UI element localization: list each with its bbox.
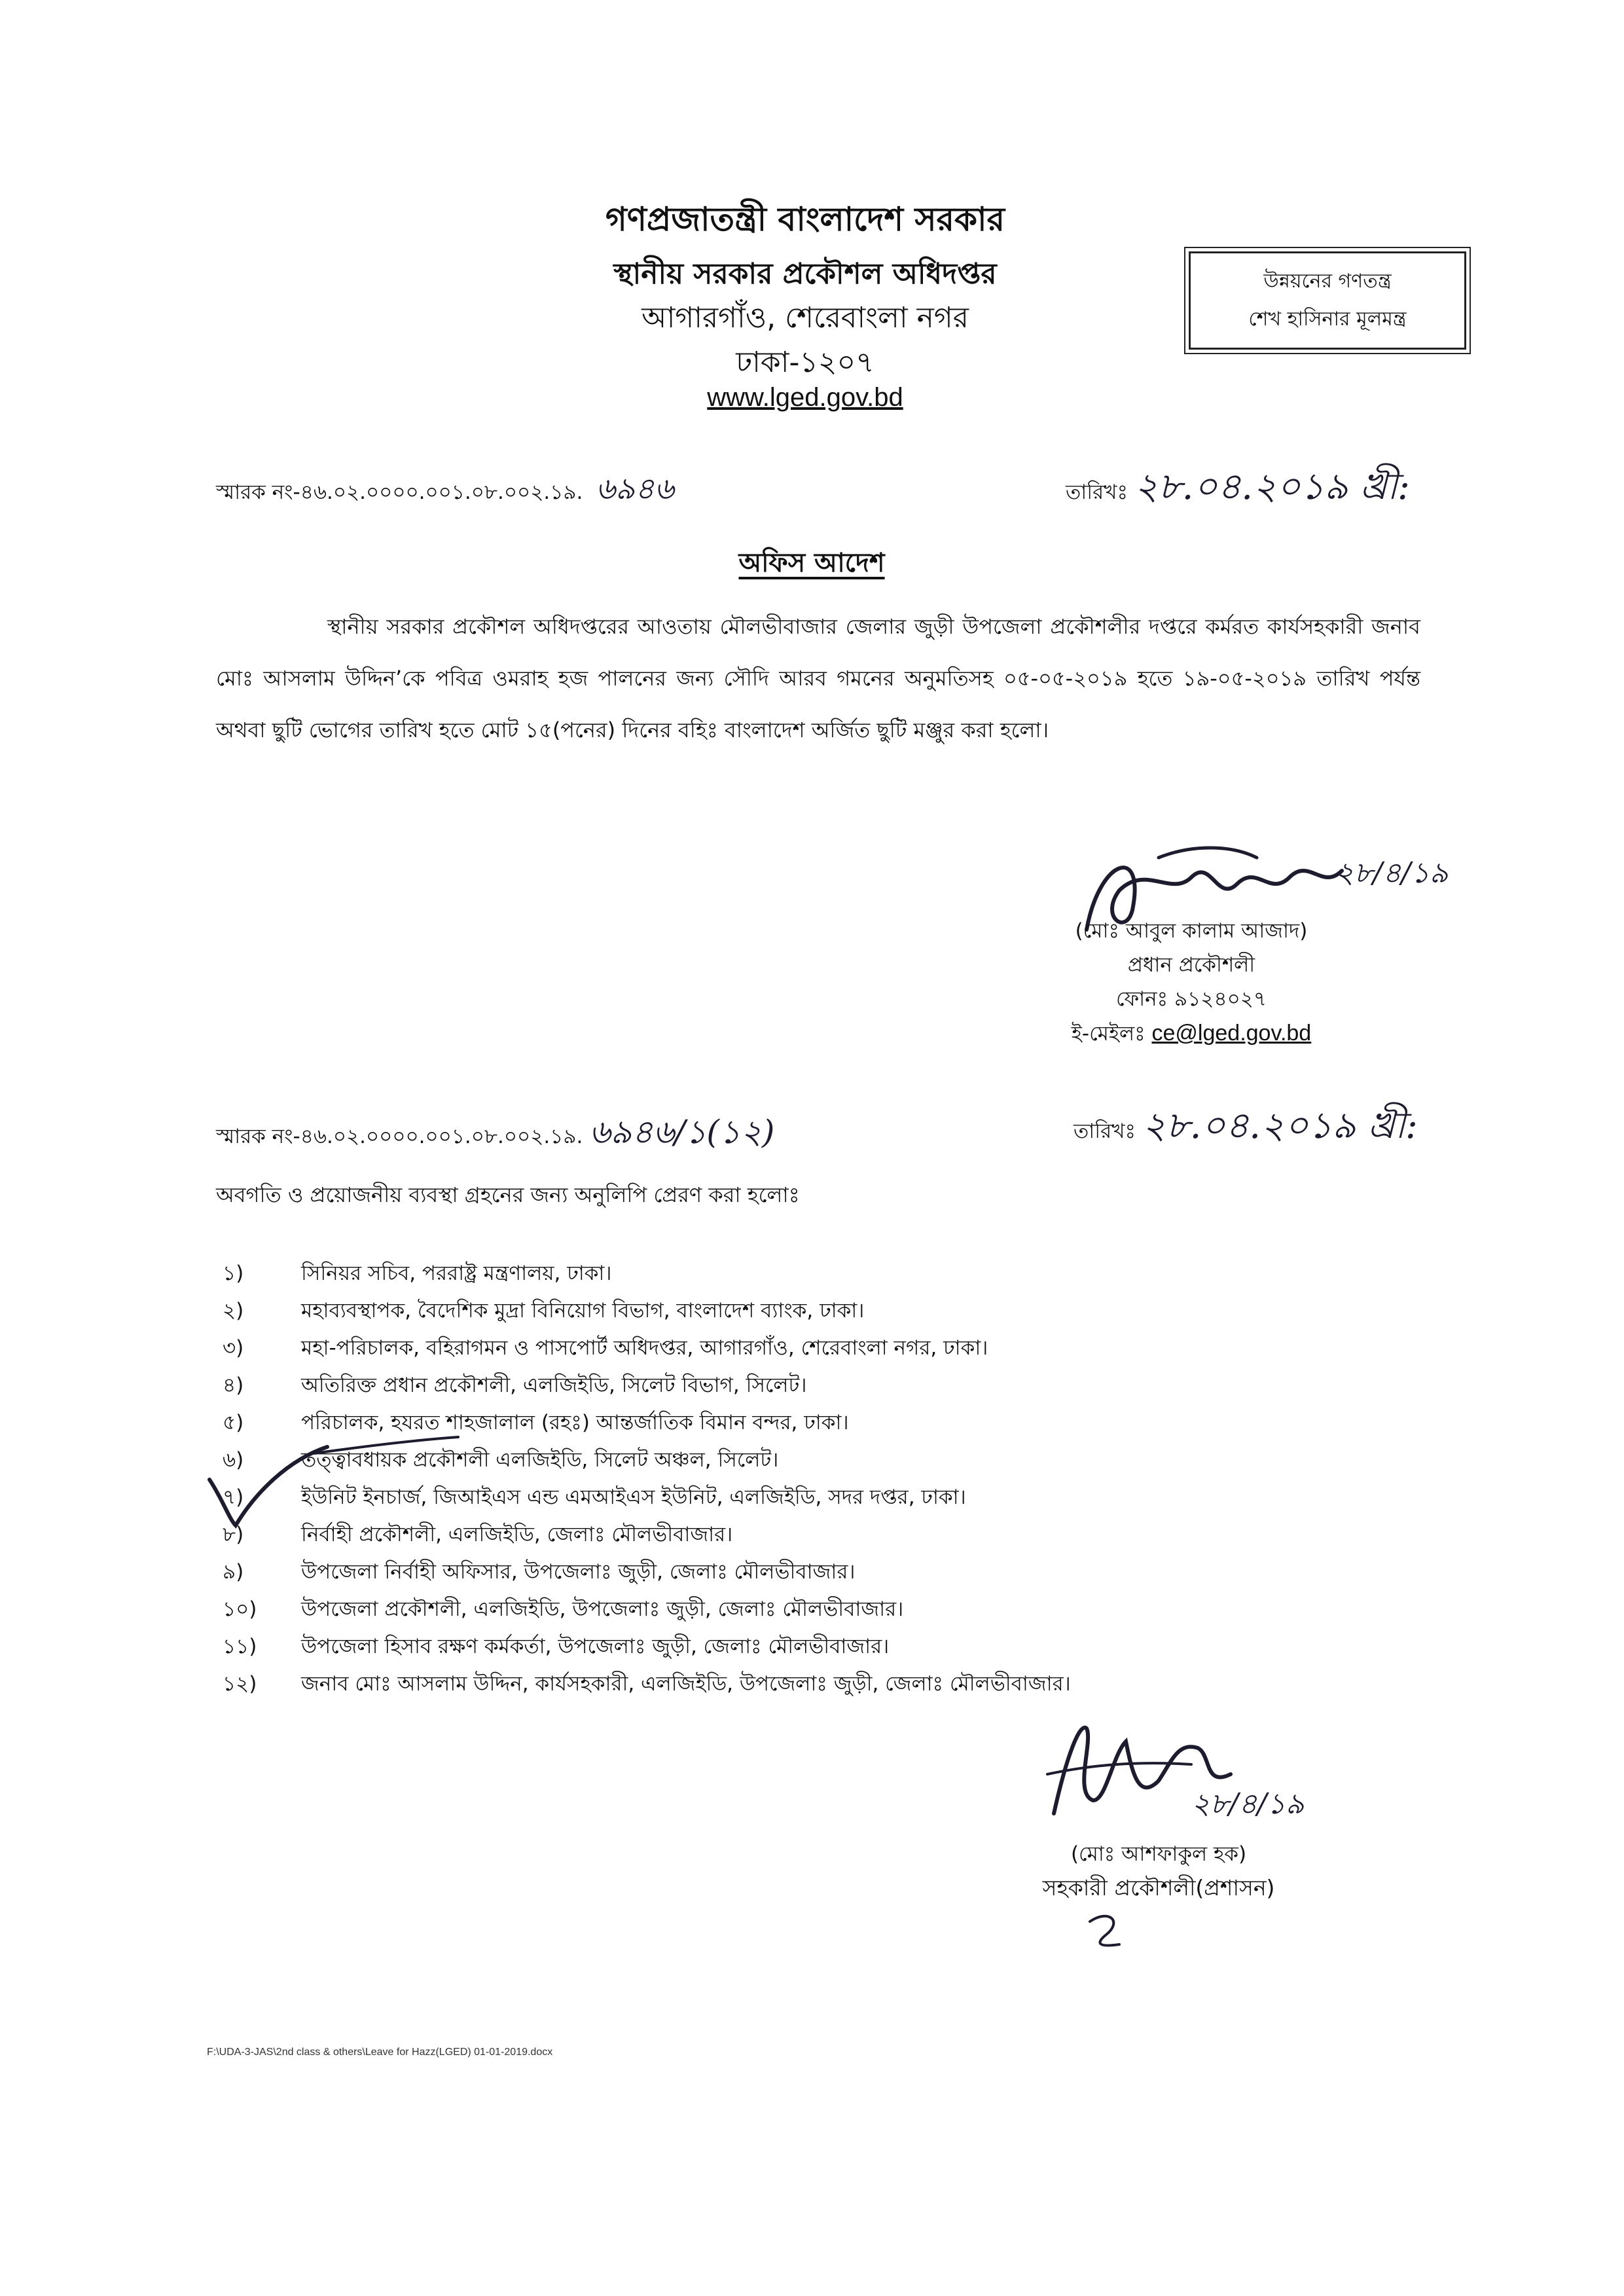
signatory-2-name: (মোঃ আশফাকুল হক) <box>1070 1842 1247 1866</box>
signature-date-2: ২৮/৪/১৯ <box>1191 1787 1305 1821</box>
signatory-1-name: (মোঃ আবুল কালাম আজাদ) <box>1075 919 1308 943</box>
list-item: ১) সিনিয়র সচিব, পররাষ্ট্র মন্ত্রণালয়, ঢাকা। <box>223 1262 612 1285</box>
email-label: ই-মেইলঃ <box>1071 1022 1146 1046</box>
list-item: ৫) পরিচালক, হযরত শাহজালাল (রহঃ) আন্তর্জাতিক বিমান বন্দর, ঢাকা। <box>223 1411 849 1434</box>
list-item: ১২) জনাব মোঃ আসলাম উদ্দিন, কার্যসহকারী, এলজিইডি, উপজেলাঃ জুড়ী, জেলাঃ মৌলভীবাজার। <box>223 1672 1071 1696</box>
memo-reference-1 <box>216 466 674 516</box>
department-name: স্থানীয় সরকার প্রকৌশল অধিদপ্তর <box>613 257 997 291</box>
signatory-1-email-row <box>982 1016 1401 1051</box>
list-item: ১০) উপজেলা প্রকৌশলী, এলজিইডি, উপজেলাঃ জুড়ী, জেলাঃ মৌলভীবাজার। <box>223 1597 904 1621</box>
memo-number-handwritten: ৬৯৪৬ <box>596 471 674 506</box>
website-link[interactable]: www.lged.gov.bd <box>707 383 903 412</box>
list-item: ৯) উপজেলা নির্বাহী অফিসার, উপজেলাঃ জুড়ী, জেলাঃ মৌলভীবাজার। <box>223 1560 856 1584</box>
motto-box <box>1189 251 1466 350</box>
order-body: স্থানীয় সরকার প্রকৌশল অধিদপ্তরের আওতায় মৌলভীবাজার জেলার জুড়ী উপজেলা প্রকৌশলীর দপ্তরে কর্মরত কার্যসহকারী জনাব মোঃ আসলাম উদ্দিন’কে পবিত্র ওমরাহ হজ পালনের জন্য সৌদি আরব গমনের অনুমতিসহ ০৫-০৫-২০১৯ হতে ১৯-০৫-২০১৯ তারিখ পর্যন্ত অথবা ছুটি ভোগের তারিখ হতে মোট ১৫(পনের) দিনের বহিঃ বাংলাদেশ অর্জিত ছুটি মঞ্জুর করা হলো। <box>216 614 1420 742</box>
motto-line-2: শেখ হাসিনার মূলমন্ত্র <box>1248 308 1407 331</box>
memo-label: স্মারক নং-৪৬.০২.০০০০.০০১.০৮.০০২.১৯. <box>216 1125 583 1148</box>
list-item: ১১) উপজেলা হিসাব রক্ষণ কর্মকর্তা, উপজেলাঃ জুড়ী, জেলাঃ মৌলভীবাজার। <box>223 1635 890 1658</box>
copy-intro: অবগতি ও প্রয়োজনীয় ব্যবস্থা গ্রহনের জন্য অনুলিপি প্রেরণ করা হলোঃ <box>216 1182 800 1207</box>
order-title: অফিস আদেশ <box>738 548 885 578</box>
date-label: তারিখঃ <box>1066 481 1128 504</box>
signatory-2-designation: সহকারী প্রকৌশলী(প্রশাসন) <box>1042 1875 1275 1901</box>
initial-mark <box>1083 1908 1129 1954</box>
signatory-1-designation: প্রধান প্রকৌশলী <box>1127 953 1255 977</box>
signatory-1-block <box>982 914 1401 1051</box>
date-handwritten: ২৮.০৪.২০১৯ খ্রী: <box>1142 1104 1418 1147</box>
address-line: আগারগাঁও, শেরেবাংলা নগর <box>641 301 969 335</box>
signature-date-1: ২৮/৪/১৯ <box>1335 856 1449 890</box>
memo-reference-2 <box>216 1108 774 1162</box>
date-label: তারিখঃ <box>1074 1120 1136 1143</box>
list-item: ৭) ইউনিট ইনচার্জ, জিআইএস এন্ড এমআইএস ইউনিট, এলজিইডি, সদর দপ্তর, ঢাকা। <box>223 1485 966 1509</box>
list-item: ২) মহাব্যবস্থাপক, বৈদেশিক মুদ্রা বিনিয়োগ বিভাগ, বাংলাদেশ ব্যাংক, ঢাকা। <box>223 1299 865 1322</box>
signatory-1-phone: ফোনঃ ৯১২৪০২৭ <box>1115 987 1267 1011</box>
motto-line-1: উন্নয়নের গণতন্ত্র <box>1263 270 1392 293</box>
file-path: F:\UDA-3-JAS\2nd class & others\Leave for Hazz(LGED) 01-01-2019.docx <box>207 2047 553 2058</box>
email-link[interactable]: ce@lged.gov.bd <box>1151 1021 1312 1046</box>
memo-date-1 <box>1066 458 1410 520</box>
list-item: ৪) অতিরিক্ত প্রধান প্রকৌশলী, এলজিইডি, সিলেট বিভাগ, সিলেট। <box>223 1374 807 1397</box>
checkmark-icon <box>196 1434 471 1539</box>
memo-number-handwritten: ৬৯৪৬/১(১২) <box>589 1113 775 1151</box>
list-item: ৩) মহা-পরিচালক, বহিরাগমন ও পাসপোর্ট অধিদপ্তর, আগারগাঁও, শেরেবাংলা নগর, ঢাকা। <box>223 1336 988 1360</box>
list-item: ৮) নির্বাহী প্রকৌশলী, এলজিইডি, জেলাঃ মৌলভীবাজার। <box>223 1523 733 1546</box>
date-handwritten: ২৮.০৪.২০১৯ খ্রী: <box>1134 465 1410 508</box>
memo-date-2 <box>1074 1097 1418 1159</box>
city-line: ঢাকা-১২০৭ <box>736 346 875 379</box>
govt-title: গণপ্রজাতন্ত্রী বাংলাদেশ সরকার <box>605 200 1005 238</box>
list-item: ৬) তত্ত্বাবধায়ক প্রকৌশলী এলজিইডি, সিলেট অঞ্চল, সিলেট। <box>223 1448 779 1472</box>
memo-label: স্মারক নং-৪৬.০২.০০০০.০০১.০৮.০০২.১৯. <box>216 481 583 504</box>
signatory-2-block <box>975 1837 1342 1905</box>
